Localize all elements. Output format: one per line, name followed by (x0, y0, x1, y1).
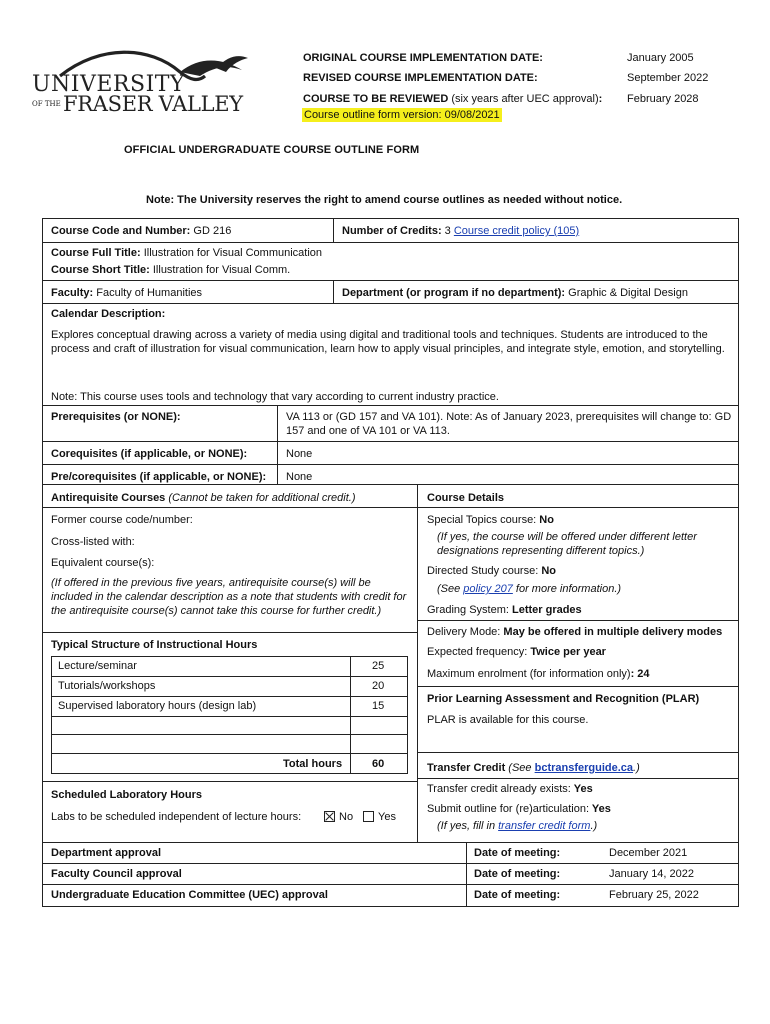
directed-study: Directed Study course: No (427, 565, 557, 577)
policy-207-link[interactable]: policy 207 (463, 583, 513, 595)
logo-university-text: UNIVERSITY (32, 72, 185, 97)
cross-listed: Cross-listed with: (51, 536, 135, 548)
transfer-credit-heading: Transfer Credit (See bctransferguide.ca.) (427, 762, 640, 774)
faculty-council-approval-label: Faculty Council approval (51, 868, 182, 880)
logo-of-the-text: OF THE (32, 100, 61, 108)
hours-row-lecture-value: 25 (372, 660, 385, 672)
equivalent-courses: Equivalent course(s): (51, 557, 155, 569)
bctransferguide-link[interactable]: bctransferguide.ca (534, 762, 634, 774)
lab-no-checkbox[interactable] (324, 811, 335, 822)
expected-frequency: Expected frequency: Twice per year (427, 646, 606, 658)
university-logo (30, 46, 252, 124)
hours-row-tutorials: Tutorials/workshops (58, 680, 156, 692)
special-topics: Special Topics course: No (427, 514, 554, 526)
total-hours-value: 60 (372, 758, 385, 770)
total-hours-label: Total hours (283, 758, 343, 770)
revised-implementation-value: September 2022 (627, 72, 709, 84)
uec-approval-date: February 25, 2022 (609, 889, 699, 901)
antirequisite-heading: Antirequisite Courses (Cannot be taken for additional credit.) (51, 492, 356, 504)
course-code: Course Code and Number: GD 216 (51, 225, 232, 237)
review-date-value: February 2028 (627, 93, 699, 105)
submit-for-articulation: Submit outline for (re)articulation: Yes (427, 803, 611, 815)
directed-study-note: (See policy 207 for more information.) (437, 583, 622, 595)
amendment-note: Note: The University reserves the right to amend course outlines as needed without notice. (146, 194, 623, 206)
course-short-title: Course Short Title: Illustration for Visual Comm. (51, 264, 291, 276)
corequisites-label: Corequisites (if applicable, or NONE): (51, 448, 248, 460)
transfer-credit-form-link[interactable]: transfer credit form (498, 820, 591, 832)
maximum-enrolment: Maximum enrolment (for information only): 24 (427, 668, 650, 680)
department-approval-meeting-label: Date of meeting: (474, 847, 561, 859)
review-date-label: COURSE TO BE REVIEWED (six years after UEC approval): (303, 93, 603, 105)
delivery-mode: Delivery Mode: May be offered in multiple delivery modes (427, 626, 723, 638)
pre-corequisites-label: Pre/corequisites (if applicable, or NONE): (51, 471, 267, 483)
page-title: OFFICIAL UNDERGRADUATE COURSE OUTLINE FORM (124, 144, 420, 156)
hours-table (51, 656, 408, 774)
calendar-description-label: Calendar Description: (51, 308, 166, 320)
lab-yes-checkbox[interactable] (363, 811, 374, 822)
transfer-credit-exists: Transfer credit already exists: Yes (427, 783, 593, 795)
hours-row-lab: Supervised laboratory hours (design lab) (58, 700, 257, 712)
antirequisite-note: (If offered in the previous five years, antirequisite course(s) will be included in the calendar description as a note that students with credit for the antirequisite course(s) cannot take this course for further credit.) (51, 577, 407, 617)
revised-implementation-label: REVISED COURSE IMPLEMENTATION DATE: (303, 72, 538, 84)
grading-system: Grading System: Letter grades (427, 604, 582, 616)
uec-meeting-label: Date of meeting: (474, 889, 561, 901)
faculty: Faculty: Faculty of Humanities (51, 287, 203, 299)
calendar-note: Note: This course uses tools and technology that vary according to current industry practice. (51, 391, 499, 403)
special-topics-note: (If yes, the course will be offered under different letter designations representing different topics.) (437, 531, 697, 557)
corequisites-value: None (286, 448, 313, 460)
hours-row-lecture: Lecture/seminar (58, 660, 137, 672)
plar-heading: Prior Learning Assessment and Recognition (PLAR) (427, 693, 700, 705)
transfer-credit-form-note: (If yes, fill in transfer credit form.) (437, 820, 598, 832)
course-full-title: Course Full Title: Illustration for Visual Communication (51, 247, 323, 259)
department-approval-label: Department approval (51, 847, 162, 859)
prerequisites-label: Prerequisites (or NONE): (51, 411, 181, 423)
lab-question: Labs to be scheduled independent of lecture hours: (51, 811, 302, 823)
department: Department (or program if no department): Graphic & Digital Design (342, 287, 688, 299)
logo-fraser-valley-text: FRASER VALLEY (63, 92, 243, 116)
original-implementation-label: ORIGINAL COURSE IMPLEMENTATION DATE: (303, 52, 543, 64)
credit-policy-link[interactable]: Course credit policy (105) (453, 225, 580, 237)
pre-corequisites-value: None (286, 471, 313, 483)
former-course-code: Former course code/number: (51, 514, 193, 526)
uec-approval-label: Undergraduate Education Committee (UEC) approval (51, 889, 328, 901)
faculty-council-date: January 14, 2022 (609, 868, 695, 880)
faculty-council-meeting-label: Date of meeting: (474, 868, 561, 880)
department-approval-date: December 2021 (609, 847, 688, 859)
hours-row-tutorials-value: 20 (372, 680, 385, 692)
hours-row-lab-value: 15 (372, 700, 385, 712)
form-version: Course outline form version: 09/08/2021 (304, 109, 500, 121)
scheduled-lab-heading: Scheduled Laboratory Hours (51, 789, 202, 801)
lab-yes-option[interactable]: Yes (363, 810, 396, 824)
original-implementation-value: January 2005 (627, 52, 694, 64)
calendar-description-text: Explores conceptual drawing across a variety of media using digital and traditional tools and techniques. Students are introduced to the process and craft of illustration for visual communication, learn how to apply visual principles, and integrate style, emotion, and storytelling. (51, 329, 725, 355)
course-details-heading: Course Details (427, 492, 505, 504)
lab-no-option[interactable]: No (324, 810, 353, 824)
prerequisites-value: VA 113 or (GD 157 and VA 101). Note: As of January 2023, prerequisites will change to: GD 157 and one of VA 101 or VA 113. (286, 411, 732, 437)
instructional-hours-heading: Typical Structure of Instructional Hours (51, 639, 258, 651)
number-of-credits: Number of Credits: 3 Course credit policy (105) (342, 225, 580, 237)
plar-text: PLAR is available for this course. (427, 714, 589, 726)
